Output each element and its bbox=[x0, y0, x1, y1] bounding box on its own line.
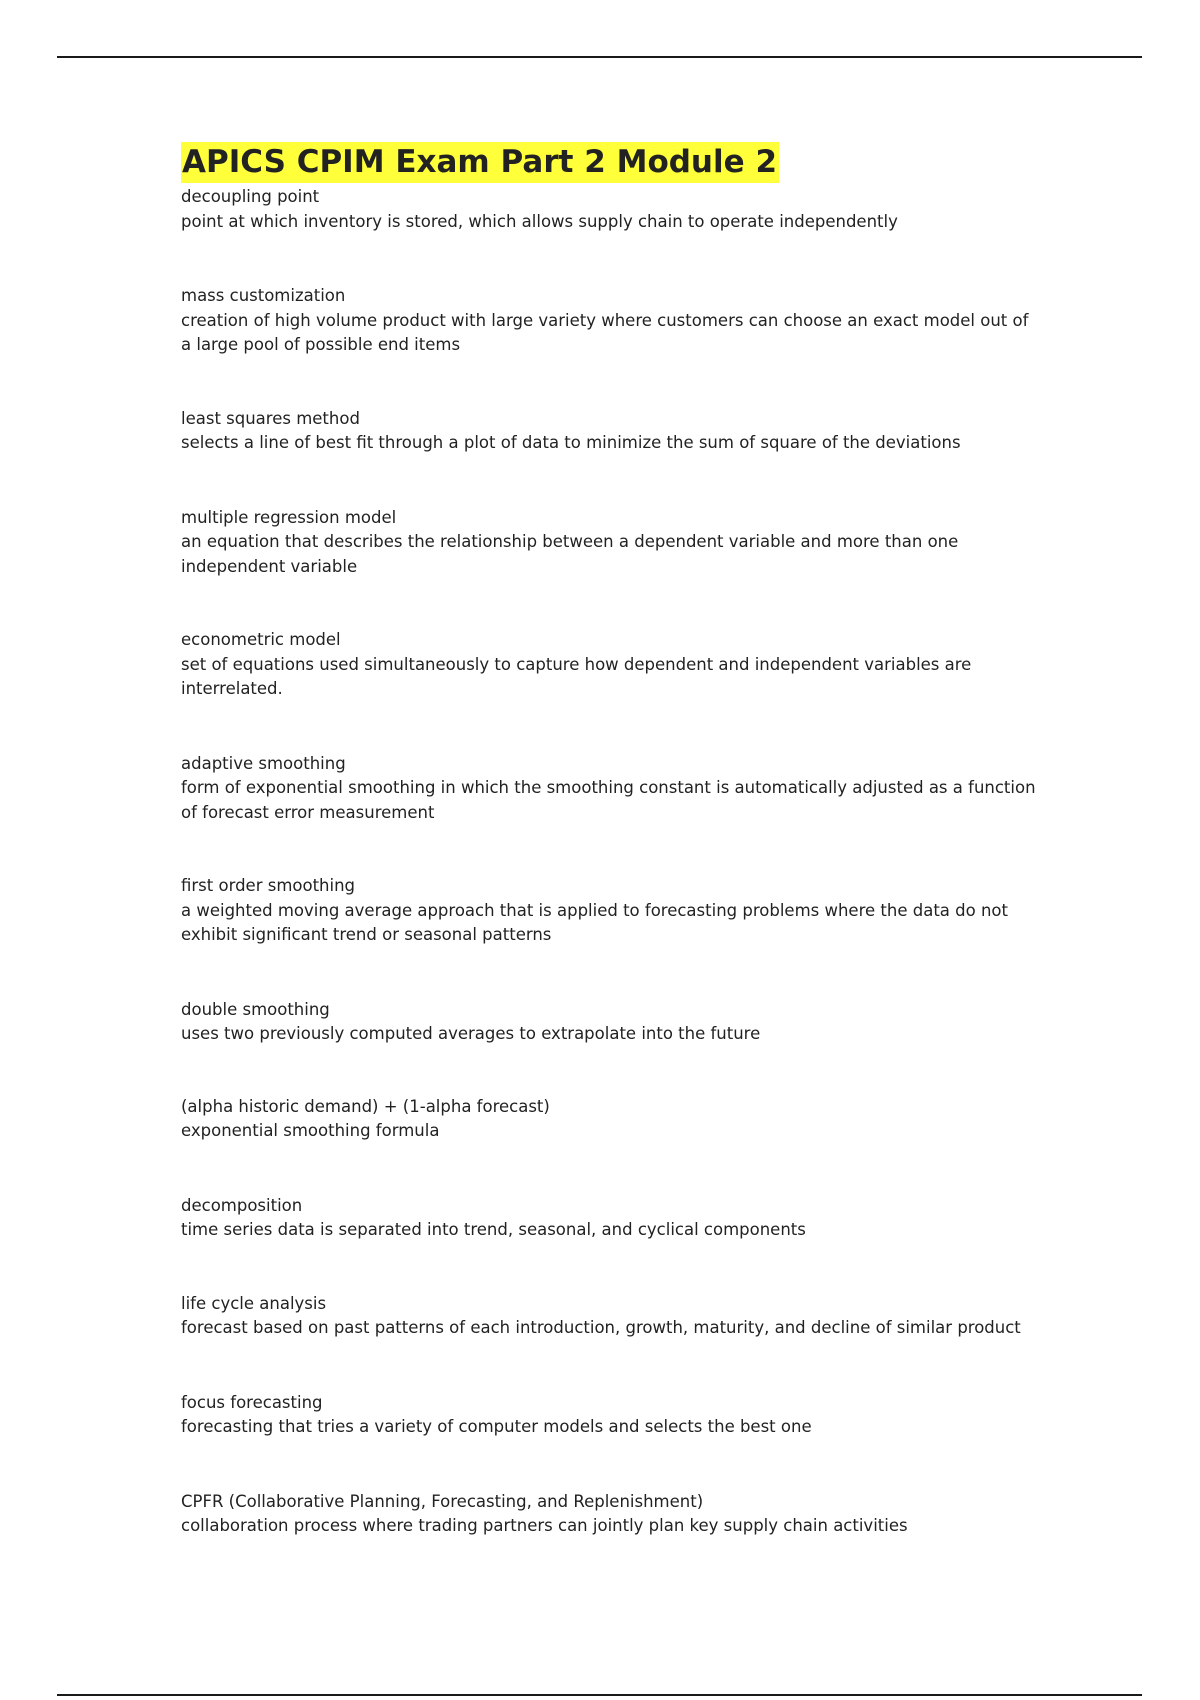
glossary-definition: set of equations used simultaneously to capture how dependent and independent variables are interrelated. bbox=[181, 654, 972, 698]
glossary-definition: form of exponential smoothing in which the smoothing constant is automatically adjusted as a function of forecast error measurement bbox=[181, 778, 1036, 822]
glossary-entry bbox=[181, 1391, 1041, 1440]
glossary-entry bbox=[181, 628, 1041, 702]
glossary-entry bbox=[181, 1292, 1041, 1341]
glossary-definition: forecast based on past patterns of each introduction, growth, maturity, and decline of similar product bbox=[181, 1318, 1021, 1337]
glossary-definition: an equation that describes the relationship between a dependent variable and more than one independent variable bbox=[181, 532, 959, 576]
glossary-entry bbox=[181, 998, 1041, 1047]
glossary-entry bbox=[181, 1095, 1041, 1144]
glossary-entry bbox=[181, 284, 1041, 358]
glossary-definition: point at which inventory is stored, which allows supply chain to operate independently bbox=[181, 211, 898, 231]
glossary-term: decoupling point bbox=[181, 187, 320, 206]
glossary-entry bbox=[181, 185, 1041, 234]
glossary-definition: selects a line of best fit through a plot of data to minimize the sum of square of the deviations bbox=[181, 433, 961, 452]
glossary-term: adaptive smoothing bbox=[181, 753, 346, 773]
glossary-term: focus forecasting bbox=[181, 1392, 323, 1412]
glossary-term: double smoothing bbox=[181, 999, 330, 1019]
glossary-term: life cycle analysis bbox=[181, 1293, 327, 1313]
glossary-term: mass customization bbox=[181, 286, 346, 305]
glossary-definition: exponential smoothing formula bbox=[181, 1121, 440, 1140]
glossary-term: CPFR (Collaborative Planning, Forecasting, and Replenishment) bbox=[181, 1491, 704, 1511]
glossary-list bbox=[181, 185, 1041, 1539]
glossary-term: multiple regression model bbox=[181, 507, 397, 527]
glossary-entry bbox=[181, 506, 1041, 580]
glossary-entry bbox=[181, 1490, 1041, 1539]
bottom-rule bbox=[57, 1694, 1142, 1696]
glossary-term: decomposition bbox=[181, 1195, 303, 1215]
glossary-definition: creation of high volume product with large variety where customers can choose an exact model out of a large pool of possible end items bbox=[181, 310, 1029, 354]
glossary-term: first order smoothing bbox=[181, 876, 356, 895]
glossary-term: econometric model bbox=[181, 630, 341, 649]
document-title: APICS CPIM Exam Part 2 Module 2 bbox=[181, 142, 779, 183]
glossary-definition: a weighted moving average approach that is applied to forecasting problems where the data do not exhibit significant trend or seasonal patterns bbox=[181, 900, 1008, 944]
document-body bbox=[181, 142, 1041, 1539]
glossary-entry bbox=[181, 874, 1041, 948]
glossary-entry bbox=[181, 407, 1041, 456]
glossary-term: (alpha historic demand) + (1-alpha forecast) bbox=[181, 1096, 550, 1116]
glossary-definition: collaboration process where trading partners can jointly plan key supply chain activities bbox=[181, 1516, 908, 1535]
glossary-entry bbox=[181, 1194, 1041, 1243]
top-rule bbox=[57, 56, 1142, 58]
glossary-term: least squares method bbox=[181, 408, 360, 428]
glossary-definition: time series data is separated into trend, seasonal, and cyclical components bbox=[181, 1220, 806, 1239]
glossary-entry bbox=[181, 752, 1041, 826]
glossary-definition: forecasting that tries a variety of computer models and selects the best one bbox=[181, 1417, 812, 1436]
glossary-definition: uses two previously computed averages to extrapolate into the future bbox=[181, 1024, 761, 1043]
